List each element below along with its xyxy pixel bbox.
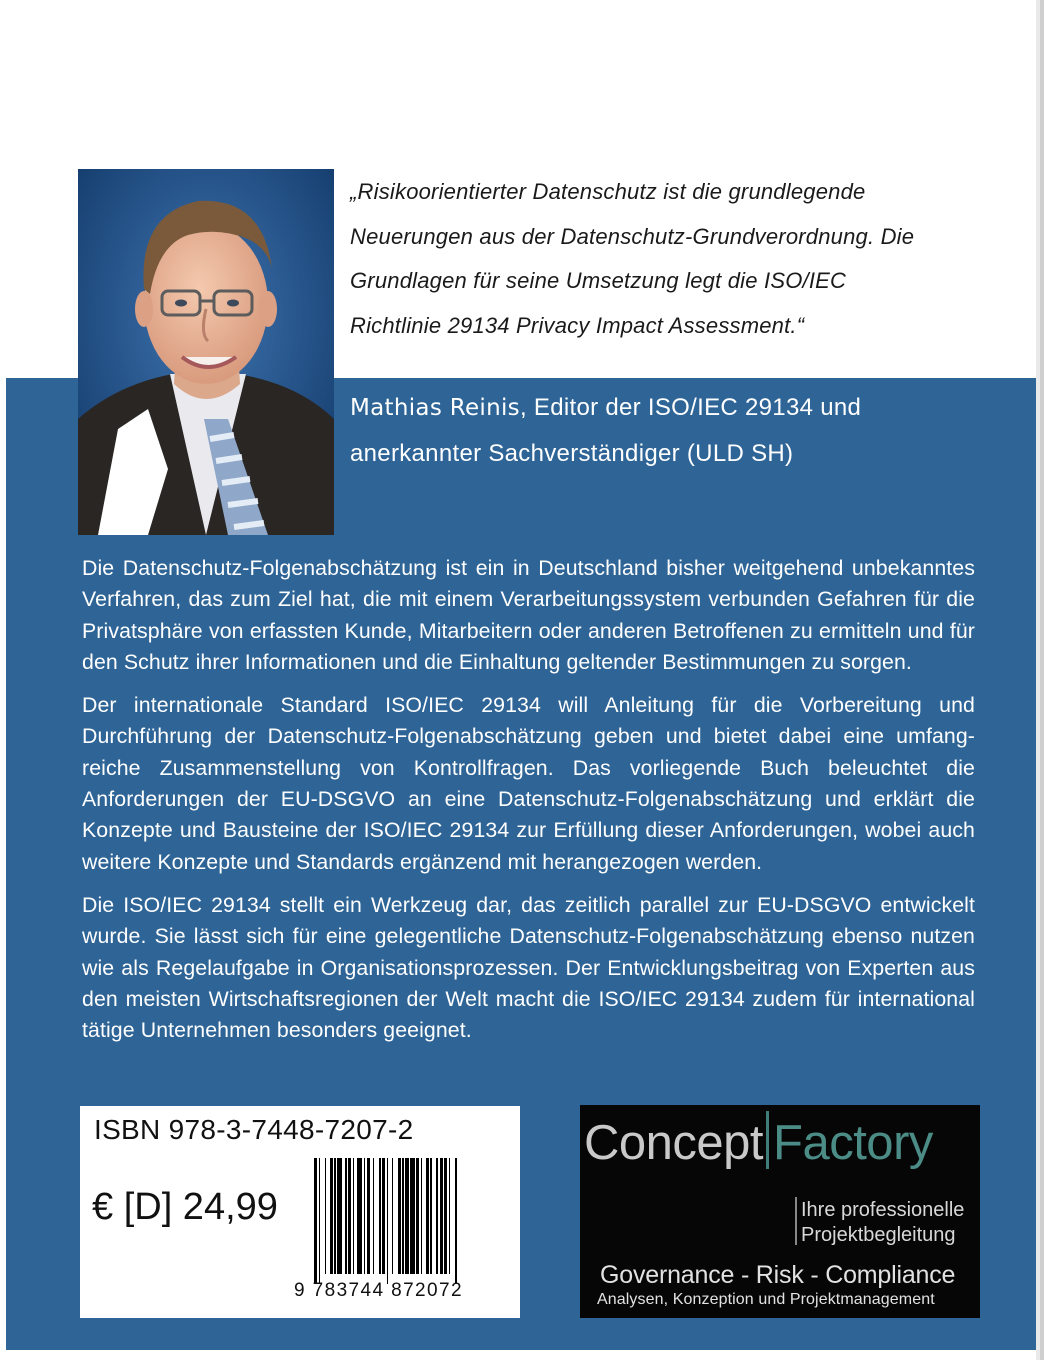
barcode-bar	[387, 1158, 389, 1284]
barcode-bar	[314, 1158, 317, 1284]
quote-line: Neuerungen aus der Datenschutz-Grundverordnung. Die	[350, 223, 915, 249]
logo-wordmark	[584, 1111, 933, 1171]
barcode-bar	[449, 1158, 451, 1274]
logo-divider	[766, 1111, 769, 1169]
barcode-bar	[364, 1158, 366, 1274]
barcode-digits: 9 783744 872072	[294, 1280, 463, 1301]
barcode-bar	[382, 1158, 385, 1274]
barcode-bar	[392, 1158, 394, 1274]
author-portrait-image	[78, 169, 334, 535]
barcode-bar	[398, 1158, 401, 1274]
logo-tagline: Ihre professionelle	[801, 1199, 965, 1221]
barcode-bar	[348, 1158, 351, 1274]
logo-word-factory: Factory	[773, 1116, 933, 1170]
author-quote	[350, 170, 970, 348]
barcode-bar	[330, 1158, 333, 1274]
author-role: , Editor der ISO/IEC 29134 und	[519, 394, 862, 421]
quote-attribution	[350, 385, 970, 476]
barcode-bar	[325, 1158, 327, 1274]
barcode-bar	[379, 1158, 381, 1274]
page-edge-shadow	[1040, 0, 1044, 1360]
blurb-paragraph: Der internationale Standard ISO/IEC 29134 will Anleitung für die Vorbereitung und Durchführung der Datenschutz-Folgenabschätzung geben und bietet dabei eine umfang-reiche Zusammenstellung von Kontrollfragen. Das vorliegende Buch beleuchtet die Anforderungen der EU-DSGVO an eine Datenschutz-Folgenabschätzung und erklärt die Konzepte und Bausteine der ISO/IEC 29134 zur Erfüllung dieser Anforderungen, wobei auch weitere Konzepte und Standards ergänzend mit herangezogen werden.	[82, 693, 975, 874]
quote-line: „Risikoorientierter Datenschutz ist die grundlegende	[350, 179, 866, 204]
blurb-paragraph: Die Datenschutz-Folgenabschätzung ist ein in Deutschland bisher weitgehend unbekanntes Verfahren, das zum Ziel hat, die mit einem Verarbeitungssystem verbunden Gefahren für die Privatsphäre von erfassten Kunde, Mitarbeitern oder anderen Betroffenen zu ermitteln und für den Schutz ihrer Informationen und die Einhaltung geltender Bestimmungen zu sorgen.	[82, 556, 975, 674]
price: € [D] 24,99	[92, 1186, 278, 1228]
logo-services: Governance - Risk - Compliance	[600, 1261, 956, 1289]
barcode-bar	[337, 1158, 342, 1274]
quote-line: Grundlagen für seine Umsetzung legt die ISO/IEC	[350, 268, 847, 293]
barcode-bar	[426, 1158, 429, 1274]
isbn-box	[80, 1106, 520, 1318]
barcode-bar	[402, 1158, 404, 1274]
barcode-bar	[410, 1158, 415, 1274]
barcode-bar	[367, 1158, 370, 1274]
barcode-bar	[357, 1158, 362, 1274]
blurb-text	[82, 553, 975, 1058]
barcode-bar	[373, 1158, 375, 1274]
isbn-number: ISBN 978-3-7448-7207-2	[94, 1114, 414, 1145]
logo-tagline: Projektbegleitung	[801, 1224, 956, 1246]
barcode-bar	[444, 1158, 447, 1274]
barcode-bar	[440, 1158, 443, 1274]
author-name: Mathias Reinis	[350, 395, 520, 421]
barcode-bar	[455, 1158, 457, 1284]
barcode-bar	[416, 1158, 419, 1274]
barcode-bar	[436, 1158, 438, 1274]
tagline-divider	[795, 1197, 797, 1245]
barcode-bar	[319, 1158, 321, 1284]
barcode-bar	[353, 1158, 355, 1274]
barcode-bar	[334, 1158, 336, 1274]
barcode-bar	[430, 1158, 432, 1274]
author-portrait	[78, 169, 334, 535]
publisher-logo	[580, 1105, 980, 1318]
attribution-line-2: anerkannter Sachverständiger (ULD SH)	[350, 440, 794, 467]
attribution-line-1	[350, 385, 970, 431]
barcode-bar	[345, 1158, 347, 1274]
barcode	[314, 1158, 486, 1284]
quote-line: Richtlinie 29134 Privacy Impact Assessment.“	[350, 312, 805, 338]
barcode-bar	[405, 1158, 408, 1274]
barcode-bar	[421, 1158, 423, 1274]
logo-word-concept: Concept	[584, 1116, 764, 1170]
logo-services-sub: Analysen, Konzeption und Projektmanagement	[597, 1291, 935, 1308]
blurb-paragraph: Die ISO/IEC 29134 stellt ein Werkzeug dar, das zeitlich parallel zur EU-DSGVO entwickelt wurde. Sie lässt sich für eine gelegentliche Datenschutz-Folgenabschätzung ebenso nutzen wie als Regelaufgabe in Organisationsprozessen. Der Entwicklungsbeitrag von Experten aus den meisten Wirtschaftsregionen der Welt macht die ISO/IEC 29134 zudem für international tätige Unternehmen besonders geeignet.	[82, 892, 975, 1043]
